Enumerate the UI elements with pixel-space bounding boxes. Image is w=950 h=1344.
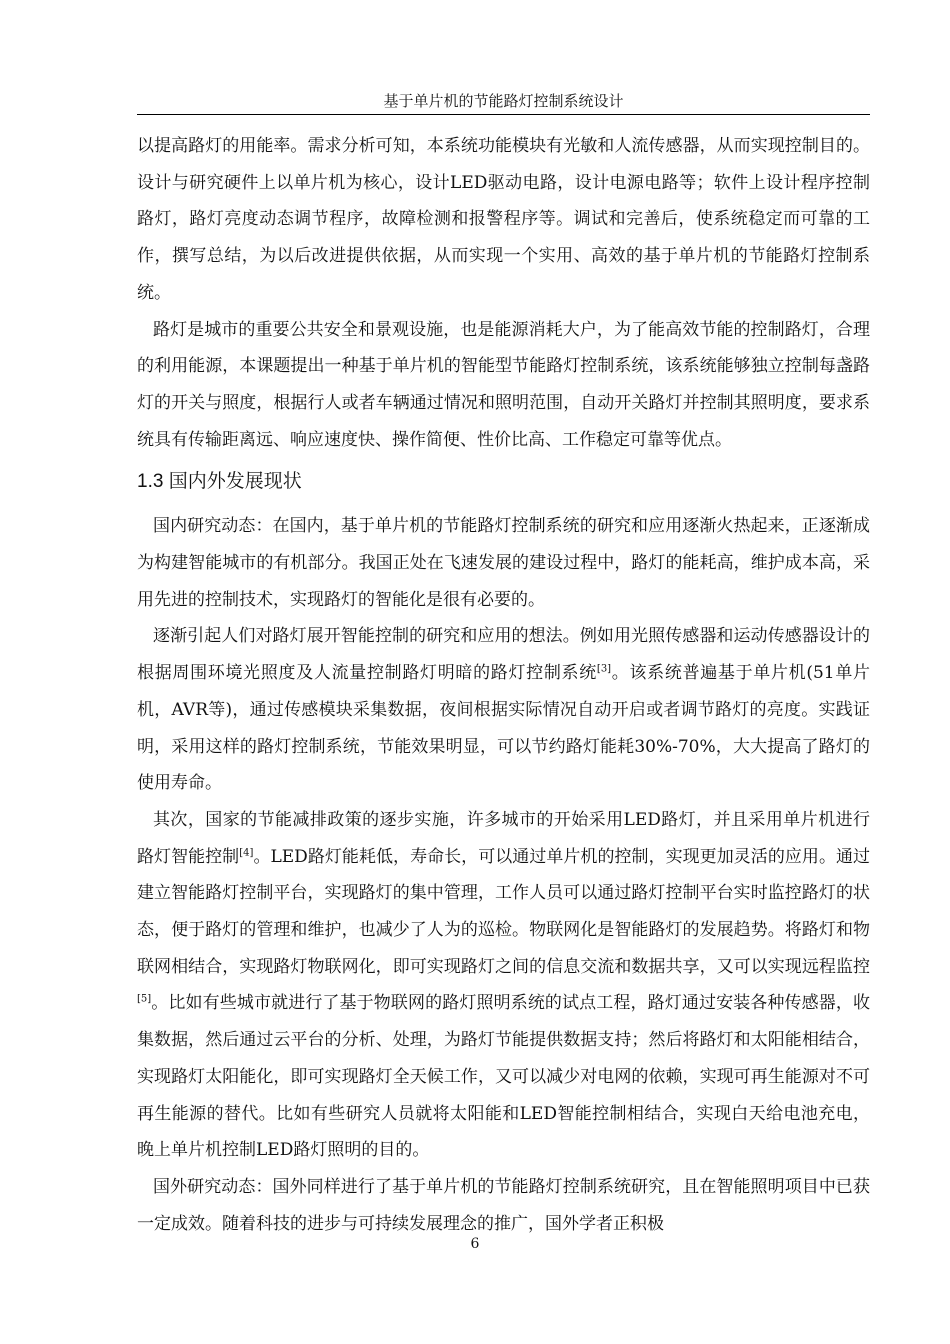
paragraph-1: 以提高路灯的用能率。需求分析可知，本系统功能模块有光敏和人流传感器，从而实现控制目的。设计与研究硬件上以单片机为核心，设计LED驱动电路，设计电源电路等；软件上设计程序控制路灯，路灯亮度动态调节程序，故障检测和报警程序等。调试和完善后，使系统稳定而可靠的工作，撰写总结，为以后改进提供依据，从而实现一个实用、高效的基于单片机的节能路灯控制系统。 [137,136,870,303]
section-heading: 1.3 国内外发展现状 [137,471,302,493]
paragraph-2: 路灯是城市的重要公共安全和景观设施，也是能源消耗大户，为了能高效节能的控制路灯，合理的利用能源，本课题提出一种基于单片机的智能型节能路灯控制系统，该系统能够独立控制每盏路灯的开关与照度，根据行人或者车辆通过情况和照明范围，自动开关路灯并控制其照明度，要求系统具有传输距离远、响应速度快、操作简便、性价比高、工作稳定可靠等优点。 [137,319,870,450]
citation-4: [4] [239,847,254,858]
citation-3: [3] [596,663,612,675]
header-title: 基于单片机的节能路灯控制系统设计 [383,92,624,110]
paragraph-5-text-c: 。比如有些城市就进行了基于物联网的路灯照明系统的试点工程，路灯通过安装各种传感器，收集数据，然后通过云平台的分析、处理，为路灯节能提供数据支持；然后将路灯和太阳能相结合，实现路灯太阳能化，即可实现路灯全天候工作，又可以减少对电网的依赖，实现可再生能源对不可再生能源的替代。比如有些研究人员就将太阳能和LED智能控制相结合，实现白天给电池充电，晚上单片机控制LED路灯照明的目的。 [137,993,870,1161]
citation-5: [5] [137,993,152,1005]
paragraph-5-text-a: 其次，国家的节能减排政策的逐步实施，许多城市的开始采用LED路灯，并且采用单片机进行路灯智能控制 [137,809,870,867]
paragraph-5 [137,802,870,1169]
page-header [137,88,870,115]
paragraph-5-text-b: 。LED路灯能耗低，寿命长，可以通过单片机的控制，实现更加灵活的应用。通过建立智能路灯控制平台，实现路灯的集中管理，工作人员可以通过路灯控制平台实时监控路灯的状态，便于路灯的管理和维护，也减少了人为的巡检。物联网化是智能路灯的发展趋势。将路灯和物联网相结合，实现路灯物联网化，即可实现路灯之间的信息交流和数据共享，又可以实现远程监控 [137,846,871,977]
paragraph-3: 国内研究动态：在国内，基于单片机的节能路灯控制系统的研究和应用逐渐火热起来，正逐渐成为构建智能城市的有机部分。我国正处在飞速发展的建设过程中，路灯的能耗高，维护成本高，采用先进的控制技术，实现路灯的智能化是很有必要的。 [137,516,870,610]
page-number: 6 [470,1236,480,1252]
paragraph-6: 国外研究动态：国外同样进行了基于单片机的节能路灯控制系统研究，且在智能照明项目中已获一定成效。随着科技的进步与可持续发展理念的推广，国外学者正积极 [137,1176,870,1234]
paragraph-4 [137,618,870,802]
paragraph-4-text-b: 。该系统普遍基于单片机(51单片机，AVR等)，通过传感模块采集数据，夜间根据实际情况自动开启或者调节路灯的亮度。实践证明，采用这样的路灯控制系统，节能效果明显，可以节约路灯能耗30%-70%，大大提高了路灯的使用寿命。 [137,663,871,794]
page-body [137,128,870,1242]
paragraph-4-text-a: 逐渐引起人们对路灯展开智能控制的研究和应用的想法。例如用光照传感器和运动传感器设计的根据周围环境光照度及人流量控制路灯明暗的路灯控制系统 [137,626,870,684]
